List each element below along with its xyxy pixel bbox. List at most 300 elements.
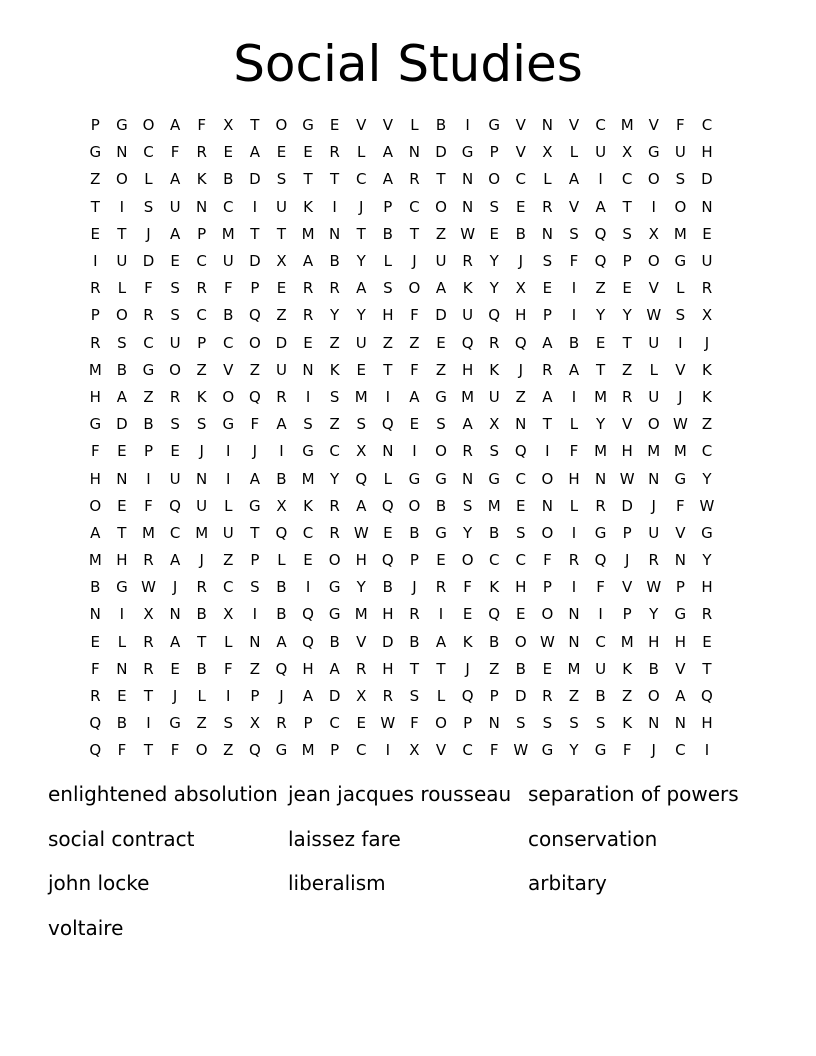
grid-letter: J — [465, 659, 470, 678]
grid-letter: N — [169, 605, 181, 624]
grid-letter: U — [169, 197, 181, 216]
grid-letter: R — [435, 578, 447, 597]
grid-letter: Z — [382, 333, 393, 352]
grid-letter: R — [143, 632, 154, 651]
grid-letter: A — [90, 523, 101, 542]
grid-letter: S — [329, 387, 340, 406]
grid-letter: L — [197, 687, 206, 706]
grid-letter: A — [382, 170, 393, 189]
grid-letter: O — [674, 197, 687, 216]
grid-letter: D — [701, 170, 713, 189]
grid-letter: E — [622, 279, 632, 298]
grid-letter: O — [115, 306, 128, 325]
grid-letter: A — [542, 333, 553, 352]
grid-letter: X — [701, 306, 713, 325]
grid-letter: V — [382, 116, 393, 135]
grid-letter: C — [409, 197, 420, 216]
grid-letter: X — [249, 714, 260, 733]
grid-row — [82, 411, 748, 438]
word-list-item: voltaire — [48, 915, 124, 940]
grid-letter: Q — [248, 306, 261, 325]
grid-letter: O — [195, 741, 208, 760]
grid-row — [82, 275, 748, 302]
grid-letter: Z — [223, 741, 234, 760]
grid-letter: A — [568, 170, 580, 189]
grid-letter: Y — [356, 306, 366, 325]
grid-letter: P — [622, 605, 632, 624]
grid-letter: T — [143, 687, 154, 706]
grid-letter: B — [595, 687, 606, 706]
grid-letter: V — [568, 116, 580, 135]
grid-letter: R — [90, 687, 101, 706]
grid-letter: L — [117, 632, 127, 651]
grid-letter: H — [674, 632, 686, 651]
grid-letter: A — [116, 387, 128, 406]
grid-letter: T — [276, 224, 287, 243]
grid-letter: P — [542, 578, 552, 597]
grid-letter: A — [409, 387, 420, 406]
grid-letter: S — [622, 224, 632, 243]
grid-letter: C — [143, 143, 154, 162]
grid-letter: C — [223, 578, 234, 597]
grid-letter: T — [409, 224, 419, 243]
grid-letter: G — [328, 605, 341, 624]
grid-letter: Q — [248, 741, 261, 760]
grid-letter: I — [465, 116, 470, 135]
grid-letter: V — [435, 741, 447, 760]
grid-letter: Q — [514, 333, 527, 352]
grid-letter: F — [170, 143, 180, 162]
grid-letter: M — [88, 360, 102, 379]
grid-letter: J — [518, 252, 524, 271]
grid-letter: O — [647, 170, 660, 189]
grid-letter: G — [89, 415, 102, 434]
grid-letter: L — [117, 279, 127, 298]
grid-letter: J — [624, 551, 630, 570]
grid-letter: G — [594, 523, 607, 542]
grid-row — [82, 438, 748, 465]
grid-letter: M — [88, 551, 102, 570]
grid-letter: N — [648, 714, 660, 733]
grid-letter: X — [542, 143, 553, 162]
grid-letter: Q — [275, 523, 288, 542]
grid-letter: H — [461, 360, 474, 379]
grid-row — [82, 656, 748, 683]
grid-letter: V — [675, 360, 686, 379]
grid-letter: H — [701, 578, 713, 597]
grid-letter: U — [169, 333, 181, 352]
word-list-item: enlightened absolution — [48, 782, 278, 806]
grid-letter: D — [328, 687, 341, 706]
grid-letter: D — [116, 415, 128, 434]
grid-letter: M — [301, 224, 315, 243]
grid-letter: R — [409, 605, 420, 624]
grid-letter: C — [196, 306, 207, 325]
grid-letter: U — [222, 252, 234, 271]
grid-letter: Q — [248, 387, 261, 406]
grid-row — [82, 737, 748, 764]
grid-letter: F — [170, 741, 180, 760]
grid-letter: X — [143, 605, 154, 624]
grid-letter: B — [382, 578, 393, 597]
grid-letter: Z — [90, 170, 101, 189]
grid-letter: B — [489, 632, 500, 651]
grid-letter: G — [249, 496, 261, 515]
grid-letter: O — [541, 469, 554, 488]
grid-letter: B — [435, 116, 447, 135]
grid-letter: I — [571, 523, 577, 542]
grid-letter: U — [275, 360, 287, 379]
grid-letter: J — [678, 387, 683, 406]
grid-letter: J — [279, 687, 284, 706]
grid-letter: W — [353, 523, 369, 542]
grid-letter: I — [119, 605, 125, 624]
grid-letter: E — [436, 333, 446, 352]
grid-row — [82, 465, 748, 492]
grid-letter: J — [252, 442, 258, 461]
grid-letter: C — [143, 333, 154, 352]
grid-letter: N — [302, 360, 314, 379]
grid-letter: R — [462, 442, 473, 461]
grid-letter: R — [90, 333, 101, 352]
grid-letter: Z — [276, 306, 287, 325]
grid-letter: A — [675, 687, 686, 706]
word-list — [48, 778, 768, 956]
grid-letter: Z — [701, 415, 713, 434]
grid-letter: B — [276, 578, 287, 597]
grid-letter: R — [621, 387, 633, 406]
grid-letter: B — [116, 714, 128, 733]
grid-letter: V — [356, 116, 367, 135]
grid-letter: K — [196, 387, 207, 406]
grid-letter: T — [303, 170, 313, 189]
grid-letter: L — [569, 496, 579, 515]
grid-letter: O — [461, 551, 474, 570]
grid-letter: C — [675, 741, 686, 760]
grid-letter: M — [620, 632, 634, 651]
grid-letter: J — [172, 578, 178, 597]
grid-letter: G — [701, 523, 713, 542]
grid-letter: Y — [702, 469, 712, 488]
grid-letter: K — [329, 360, 340, 379]
grid-letter: E — [462, 605, 473, 624]
grid-letter: E — [542, 659, 553, 678]
grid-letter: N — [329, 224, 341, 243]
grid-letter: O — [541, 523, 554, 542]
grid-letter: I — [252, 605, 258, 624]
grid-letter: G — [435, 469, 447, 488]
grid-letter: C — [169, 523, 181, 542]
grid-letter: N — [116, 469, 128, 488]
grid-letter: A — [542, 387, 553, 406]
grid-letter: P — [303, 714, 313, 733]
grid-letter: Y — [569, 741, 579, 760]
grid-letter: T — [197, 632, 207, 651]
grid-letter: F — [410, 306, 419, 325]
grid-letter: Z — [595, 279, 606, 298]
grid-letter: Q — [594, 252, 607, 271]
grid-letter: H — [701, 143, 713, 162]
grid-letter: H — [382, 306, 394, 325]
grid-letter: L — [436, 687, 446, 706]
grid-letter: G — [142, 360, 155, 379]
grid-letter: C — [515, 170, 527, 189]
grid-row — [82, 683, 748, 710]
grid-letter: C — [223, 333, 234, 352]
grid-letter: Q — [302, 605, 314, 624]
grid-row — [82, 493, 748, 520]
grid-letter: N — [541, 116, 553, 135]
grid-letter: O — [647, 252, 660, 271]
grid-letter: E — [516, 605, 526, 624]
grid-letter: I — [146, 469, 151, 488]
grid-letter: T — [250, 116, 260, 135]
grid-letter: E — [303, 333, 313, 352]
grid-letter: Z — [196, 714, 207, 733]
grid-letter: C — [621, 170, 633, 189]
grid-letter: A — [249, 469, 260, 488]
grid-letter: P — [675, 578, 685, 597]
grid-letter: U — [275, 197, 287, 216]
grid-letter: F — [223, 279, 233, 298]
grid-letter: I — [412, 442, 417, 461]
grid-letter: Q — [381, 496, 394, 515]
grid-letter: E — [170, 442, 180, 461]
grid-letter: D — [435, 306, 447, 325]
grid-letter: X — [276, 252, 287, 271]
grid-letter: W — [619, 469, 635, 488]
grid-letter: O — [115, 170, 128, 189]
grid-letter: M — [195, 523, 209, 542]
grid-letter: R — [568, 551, 580, 570]
grid-letter: S — [436, 415, 446, 434]
grid-letter: E — [356, 360, 366, 379]
grid-letter: T — [356, 224, 366, 243]
grid-letter: H — [382, 659, 394, 678]
grid-letter: Y — [595, 306, 606, 325]
grid-letter: P — [489, 143, 499, 162]
grid-letter: O — [89, 496, 102, 515]
grid-letter: E — [170, 659, 180, 678]
grid-letter: A — [435, 279, 447, 298]
grid-letter: G — [647, 143, 660, 162]
grid-letter: I — [252, 197, 258, 216]
grid-letter: U — [116, 252, 128, 271]
grid-letter: Y — [702, 551, 712, 570]
grid-letter: I — [226, 687, 231, 706]
grid-letter: L — [383, 469, 392, 488]
grid-letter: L — [357, 143, 366, 162]
grid-letter: N — [196, 469, 208, 488]
grid-letter: X — [356, 442, 367, 461]
grid-letter: Z — [329, 415, 340, 434]
grid-letter: P — [383, 197, 393, 216]
grid-letter: V — [356, 632, 367, 651]
grid-letter: L — [569, 143, 579, 162]
grid-letter: V — [568, 197, 580, 216]
grid-letter: H — [648, 632, 660, 651]
grid-letter: T — [622, 333, 632, 352]
grid-letter: R — [302, 279, 314, 298]
grid-letter: D — [275, 333, 288, 352]
grid-letter: P — [250, 551, 260, 570]
grid-letter: D — [515, 687, 527, 706]
grid-letter: R — [329, 143, 340, 162]
grid-letter: T — [90, 197, 100, 216]
grid-letter: Y — [330, 306, 340, 325]
grid-letter: Y — [356, 578, 366, 597]
grid-letter: S — [356, 415, 366, 434]
grid-letter: R — [302, 306, 314, 325]
grid-letter: Q — [594, 224, 607, 243]
grid-letter: S — [143, 197, 154, 216]
grid-letter: Q — [89, 741, 102, 760]
grid-letter: U — [674, 143, 686, 162]
grid-letter: V — [648, 116, 659, 135]
grid-letter: M — [301, 469, 315, 488]
grid-letter: U — [701, 252, 713, 271]
grid-letter: A — [169, 224, 181, 243]
grid-letter: C — [302, 523, 314, 542]
grid-letter: Q — [594, 551, 607, 570]
grid-letter: U — [462, 306, 474, 325]
grid-letter: Y — [489, 252, 499, 271]
grid-letter: A — [462, 415, 473, 434]
grid-letter: P — [409, 551, 419, 570]
grid-row — [82, 166, 748, 193]
grid-letter: Q — [275, 659, 288, 678]
grid-letter: B — [143, 415, 154, 434]
grid-letter: B — [196, 605, 207, 624]
grid-letter: N — [116, 143, 128, 162]
grid-letter: E — [595, 333, 606, 352]
grid-letter: G — [116, 578, 128, 597]
grid-row — [82, 547, 748, 574]
grid-letter: Z — [249, 659, 260, 678]
grid-letter: U — [488, 387, 500, 406]
grid-letter: B — [329, 632, 340, 651]
grid-letter: L — [649, 360, 658, 379]
grid-letter: B — [409, 523, 420, 542]
grid-letter: F — [676, 496, 685, 515]
grid-letter: M — [594, 442, 608, 461]
grid-letter: S — [516, 714, 526, 733]
grid-letter: O — [647, 687, 660, 706]
grid-letter: A — [435, 632, 447, 651]
grid-letter: S — [250, 578, 260, 597]
grid-letter: Z — [622, 687, 633, 706]
grid-letter: G — [328, 578, 341, 597]
grid-letter: I — [93, 252, 98, 271]
grid-letter: O — [435, 714, 447, 733]
grid-letter: E — [409, 415, 420, 434]
grid-row — [82, 139, 748, 166]
grid-letter: A — [169, 116, 181, 135]
grid-letter: N — [674, 714, 686, 733]
grid-letter: G — [116, 116, 128, 135]
grid-letter: P — [143, 442, 153, 461]
grid-letter: R — [409, 170, 420, 189]
grid-letter: B — [116, 360, 128, 379]
grid-letter: B — [489, 523, 500, 542]
grid-letter: E — [90, 224, 101, 243]
grid-letter: B — [276, 469, 287, 488]
grid-letter: M — [354, 387, 368, 406]
grid-letter: K — [702, 387, 712, 406]
grid-letter: K — [196, 170, 207, 189]
grid-letter: N — [674, 551, 686, 570]
grid-letter: N — [461, 170, 474, 189]
grid-row — [82, 357, 748, 384]
grid-letter: A — [329, 659, 340, 678]
grid-letter: Y — [356, 252, 366, 271]
grid-letter: M — [487, 496, 501, 515]
grid-letter: F — [676, 116, 685, 135]
grid-letter: T — [622, 197, 632, 216]
grid-letter: N — [515, 415, 527, 434]
grid-letter: N — [408, 143, 421, 162]
grid-letter: C — [329, 714, 340, 733]
grid-letter: E — [516, 496, 526, 515]
grid-letter: B — [515, 224, 526, 243]
grid-letter: D — [249, 170, 261, 189]
grid-letter: W — [539, 632, 555, 651]
grid-letter: E — [436, 551, 446, 570]
grid-letter: E — [90, 632, 101, 651]
grid-letter: Y — [489, 279, 499, 298]
grid-letter: I — [332, 197, 337, 216]
grid-letter: I — [305, 387, 311, 406]
grid-letter: G — [89, 143, 102, 162]
grid-letter: M — [594, 387, 608, 406]
grid-letter: C — [701, 442, 713, 461]
grid-letter: N — [461, 197, 474, 216]
grid-letter: I — [146, 714, 151, 733]
grid-letter: Q — [461, 333, 474, 352]
grid-letter: Z — [223, 551, 234, 570]
grid-letter: E — [117, 442, 127, 461]
grid-letter: I — [385, 741, 391, 760]
grid-letter: K — [489, 578, 500, 597]
grid-letter: P — [250, 687, 260, 706]
grid-letter: J — [199, 551, 204, 570]
grid-letter: X — [489, 415, 500, 434]
grid-letter: O — [169, 360, 181, 379]
grid-letter: E — [356, 714, 366, 733]
grid-letter: L — [144, 170, 153, 189]
grid-letter: J — [704, 333, 710, 352]
grid-row — [82, 384, 748, 411]
grid-letter: E — [276, 143, 287, 162]
grid-letter: F — [250, 415, 260, 434]
grid-letter: M — [221, 224, 235, 243]
grid-letter: D — [249, 252, 261, 271]
grid-letter: W — [380, 714, 396, 733]
grid-letter: N — [249, 632, 261, 651]
grid-letter: I — [598, 605, 603, 624]
grid-letter: E — [117, 687, 127, 706]
grid-letter: Q — [381, 551, 394, 570]
grid-letter: O — [222, 387, 235, 406]
grid-letter: Y — [649, 605, 659, 624]
grid-letter: Z — [435, 224, 447, 243]
grid-letter: F — [197, 116, 206, 135]
grid-letter: H — [701, 714, 713, 733]
grid-letter: R — [329, 279, 340, 298]
grid-row — [82, 221, 748, 248]
grid-letter: N — [382, 442, 394, 461]
grid-letter: O — [435, 197, 447, 216]
